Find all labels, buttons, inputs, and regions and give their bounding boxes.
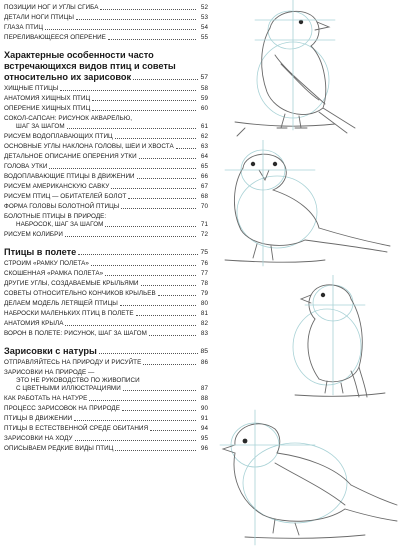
toc-entry-label: СОКОЛ-САПСАН: РИСУНОК АКВАРЕЛЬЮ, <box>4 114 133 122</box>
section-title-text: Зарисовки с натуры <box>4 345 97 356</box>
leader-dots <box>108 39 196 40</box>
toc-entry-page: 62 <box>200 132 208 140</box>
toc-entry-page: 54 <box>200 23 208 31</box>
leader-dots <box>115 450 196 451</box>
toc-entry-label: ОТПРАВЛЯЙТЕСЬ НА ПРИРОДУ И РИСУЙТЕ <box>4 358 142 366</box>
toc-entry[interactable] <box>4 270 208 278</box>
toc-entry[interactable] <box>4 95 208 103</box>
toc-entry-label: РИСУЕМ КОЛИБРИ <box>4 230 63 238</box>
toc-entry-label: ОПЕРЕНИЕ ХИЩНЫХ ПТИЦ <box>4 104 91 112</box>
toc-entry-label: ФОРМА ГОЛОВЫ БОЛОТНОЙ ПТИЦЫ <box>4 202 120 210</box>
toc-entry-page: 88 <box>200 394 208 402</box>
toc-entry-page: 87 <box>200 384 208 392</box>
toc-entry-label: ПЕРЕЛИВАЮЩЕЕСЯ ОПЕРЕНИЕ <box>4 33 106 41</box>
section-title-line: Характерные особенности часто <box>4 49 154 60</box>
toc-entry-label: ДЕТАЛИ НОГИ ПТИЦЫ <box>4 13 74 21</box>
leader-dots <box>76 19 196 20</box>
bird-sketch-side <box>215 275 400 400</box>
leader-dots <box>141 285 196 286</box>
toc-entry-label: ЗАРИСОВКИ НА ХОДУ <box>4 434 73 442</box>
toc-entry[interactable] <box>4 14 208 22</box>
leader-dots <box>150 430 196 431</box>
leader-dots <box>137 178 196 179</box>
toc-entry[interactable] <box>4 435 208 443</box>
leader-dots <box>122 410 196 411</box>
leader-dots <box>115 138 196 139</box>
leader-dots <box>105 275 196 276</box>
toc-entry[interactable] <box>4 173 208 181</box>
toc-entry-page: 71 <box>200 220 208 228</box>
toc-entry[interactable] <box>4 115 208 131</box>
toc-entry-label-continued: ЭТО НЕ РУКОВОДСТВО ПО ЖИВОПИСИ <box>16 376 140 384</box>
leader-dots <box>139 158 196 159</box>
leader-dots <box>149 335 196 336</box>
toc-entry-page: 70 <box>200 202 208 210</box>
toc-entry-label: ГЛАЗА ПТИЦ <box>4 23 44 31</box>
section-title-text: Птицы в полете <box>4 246 77 257</box>
toc-entry-label: ВОДОПЛАВАЮЩИЕ ПТИЦЫ В ДВИЖЕНИИ <box>4 172 135 180</box>
leader-dots <box>45 29 196 30</box>
toc-entry[interactable] <box>4 425 208 433</box>
toc-entry-page: 68 <box>200 192 208 200</box>
toc-entry-label: ХИЩНЫЕ ПТИЦЫ <box>4 84 59 92</box>
toc-entry-label: НАБРОСКИ МАЛЕНЬКИХ ПТИЦ В ПОЛЕТЕ <box>4 309 134 317</box>
toc-entry[interactable] <box>4 445 208 453</box>
toc-entry[interactable] <box>4 320 208 328</box>
toc-entry-label: СТРОИМ «РАМКУ ПОЛЕТА» <box>4 259 89 267</box>
toc-entry[interactable] <box>4 133 208 141</box>
toc-entry-page: 76 <box>200 259 208 267</box>
leader-dots <box>60 90 196 91</box>
bird-sketch-front <box>215 140 400 270</box>
toc-entry-page: 78 <box>200 279 208 287</box>
leader-dots <box>128 198 196 199</box>
bird-sketch-perched-drawing <box>215 0 400 140</box>
toc-entry-page: 63 <box>200 142 208 150</box>
leader-dots <box>111 188 196 189</box>
leader-dots <box>100 9 196 10</box>
toc-entry[interactable] <box>4 85 208 93</box>
toc-entry[interactable] <box>4 231 208 239</box>
toc-entry[interactable] <box>4 300 208 308</box>
leader-dots <box>121 208 196 209</box>
toc-entry[interactable] <box>4 163 208 171</box>
leader-dots <box>75 440 196 441</box>
section-title-line: относительно их зарисовок <box>4 71 132 82</box>
toc-entry-label: ПРОЦЕСС ЗАРИСОВОК НА ПРИРОДЕ <box>4 404 120 412</box>
toc-entry-label-continued: С ЦВЕТНЫМИ ИЛЛЮСТРАЦИЯМИ <box>16 384 121 392</box>
toc-entry-label: ДЕЛАЕМ МОДЕЛЬ ЛЕТЯЩЕЙ ПТИЦЫ <box>4 299 118 307</box>
leader-dots <box>99 353 199 354</box>
toc-entry[interactable] <box>4 415 208 423</box>
table-of-contents <box>4 2 208 455</box>
toc-entry-label: ОСНОВНЫЕ УГЛЫ НАКЛОНА ГОЛОВЫ, ШЕИ И ХВОСТА <box>4 142 174 150</box>
leader-dots <box>143 364 196 365</box>
toc-entry-page: 64 <box>200 152 208 160</box>
toc-entry[interactable] <box>4 260 208 268</box>
toc-entry-page: 79 <box>200 289 208 297</box>
bird-sketch-large <box>215 405 400 550</box>
leader-dots <box>65 236 196 237</box>
toc-entry-page: 77 <box>200 269 208 277</box>
toc-entry-label: ГОЛОВА УТКИ <box>4 162 48 170</box>
section-title[interactable] <box>4 50 208 83</box>
toc-entry-label: ПОЗИЦИИ НОГ И УГЛЫ СГИБА <box>4 3 99 11</box>
toc-entry[interactable] <box>4 359 208 367</box>
section-page: 75 <box>200 248 208 256</box>
toc-entry-page: 81 <box>200 309 208 317</box>
bird-sketch-perched <box>215 0 400 140</box>
toc-entry-label: ПТИЦЫ В ЕСТЕСТВЕННОЙ СРЕДЕ ОБИТАНИЯ <box>4 424 149 432</box>
toc-entry-label: РИСУЕМ АМЕРИКАНСКУЮ САВКУ <box>4 182 110 190</box>
toc-entry-page: 65 <box>200 162 208 170</box>
toc-entry-page: 59 <box>200 94 208 102</box>
leader-dots <box>92 110 196 111</box>
toc-entry-page: 94 <box>200 424 208 432</box>
leader-dots <box>65 325 196 326</box>
toc-entry-page: 52 <box>200 3 208 11</box>
toc-entry-label-continued: ШАГ ЗА ШАГОМ <box>16 122 65 130</box>
leader-dots <box>49 168 196 169</box>
leader-dots <box>89 400 196 401</box>
section-page: 85 <box>200 347 208 355</box>
toc-entry[interactable] <box>4 369 208 393</box>
toc-entry[interactable] <box>4 24 208 32</box>
leader-dots <box>123 390 196 391</box>
toc-entry-label: ДРУГИЕ УГЛЫ, СОЗДАВАЕМЫЕ КРЫЛЬЯМИ <box>4 279 139 287</box>
toc-entry-label: СКОШЕННАЯ «РАМКА ПОЛЕТА» <box>4 269 104 277</box>
toc-entry-page: 67 <box>200 182 208 190</box>
bird-sketch-large-drawing <box>215 405 400 550</box>
toc-entry-label: ДЕТАЛЬНОЕ ОПИСАНИЕ ОПЕРЕНИЯ УТКИ <box>4 152 137 160</box>
toc-entry[interactable] <box>4 4 208 12</box>
toc-entry-page: 72 <box>200 230 208 238</box>
leader-dots <box>78 254 198 255</box>
toc-entry[interactable] <box>4 183 208 191</box>
leader-dots <box>92 100 196 101</box>
toc-entry-label: БОЛОТНЫЕ ПТИЦЫ В ПРИРОДЕ: <box>4 212 107 220</box>
toc-entry-label: ОПИСЫВАЕМ РЕДКИЕ ВИДЫ ПТИЦ <box>4 444 114 452</box>
toc-entry-page: 58 <box>200 84 208 92</box>
bird-sketch-front-drawing <box>215 140 400 270</box>
leader-dots <box>133 79 198 80</box>
toc-entry[interactable] <box>4 395 208 403</box>
leader-dots <box>136 315 196 316</box>
toc-entry[interactable] <box>4 310 208 318</box>
section-title-line: встречающихся видов птиц и советы <box>4 60 176 71</box>
bird-sketch-side-drawing <box>215 275 400 400</box>
toc-entry-page: 96 <box>200 444 208 452</box>
toc-entry[interactable] <box>4 290 208 298</box>
toc-entry-page: 83 <box>200 329 208 337</box>
section-page: 57 <box>200 73 208 81</box>
toc-entry-label: ПТИЦЫ В ДВИЖЕНИИ <box>4 414 73 422</box>
toc-entry[interactable] <box>4 143 208 151</box>
toc-entry-page: 91 <box>200 414 208 422</box>
toc-entry-page: 90 <box>200 404 208 412</box>
leader-dots <box>67 128 196 129</box>
toc-entry-page: 82 <box>200 319 208 327</box>
leader-dots <box>91 265 196 266</box>
toc-entry[interactable] <box>4 213 208 229</box>
toc-entry-label: АНАТОМИЯ ХИЩНЫХ ПТИЦ <box>4 94 91 102</box>
section-title[interactable] <box>4 346 208 357</box>
toc-entry-page: 60 <box>200 104 208 112</box>
toc-entry-label: РИСУЕМ ПТИЦ — ОБИТАТЕЛЕЙ БОЛОТ <box>4 192 127 200</box>
toc-entry[interactable] <box>4 153 208 161</box>
toc-entry[interactable] <box>4 203 208 211</box>
toc-entry[interactable] <box>4 105 208 113</box>
toc-entry-page: 55 <box>200 33 208 41</box>
toc-entry[interactable] <box>4 34 208 42</box>
leader-dots <box>176 148 196 149</box>
toc-entry-label: АНАТОМИЯ КРЫЛА <box>4 319 64 327</box>
leader-dots <box>74 420 196 421</box>
toc-entry[interactable] <box>4 280 208 288</box>
toc-entry-label: ЗАРИСОВКИ НА ПРИРОДЕ — <box>4 368 95 376</box>
toc-entry-page: 53 <box>200 13 208 21</box>
toc-entry-page: 61 <box>200 122 208 130</box>
toc-entry[interactable] <box>4 330 208 338</box>
toc-entry-label-continued: НАБРОСОК, ШАГ ЗА ШАГОМ <box>16 220 104 228</box>
toc-entry-label: СОВЕТЫ ОТНОСИТЕЛЬНО КОНЧИКОВ КРЫЛЬЕВ <box>4 289 156 297</box>
toc-entry-label: ВОРОН В ПОЛЕТЕ: РИСУНОК, ШАГ ЗА ШАГОМ <box>4 329 147 337</box>
toc-entry[interactable] <box>4 193 208 201</box>
leader-dots <box>105 226 196 227</box>
toc-entry-page: 66 <box>200 172 208 180</box>
toc-entry-page: 80 <box>200 299 208 307</box>
leader-dots <box>120 305 196 306</box>
toc-entry-label: КАК РАБОТАТЬ НА НАТУРЕ <box>4 394 88 402</box>
toc-entry-page: 86 <box>200 358 208 366</box>
leader-dots <box>158 295 196 296</box>
section-title[interactable] <box>4 247 208 258</box>
toc-entry-page: 95 <box>200 434 208 442</box>
toc-entry-label: РИСУЕМ ВОДОПЛАВАЮЩИХ ПТИЦ <box>4 132 113 140</box>
toc-entry[interactable] <box>4 405 208 413</box>
